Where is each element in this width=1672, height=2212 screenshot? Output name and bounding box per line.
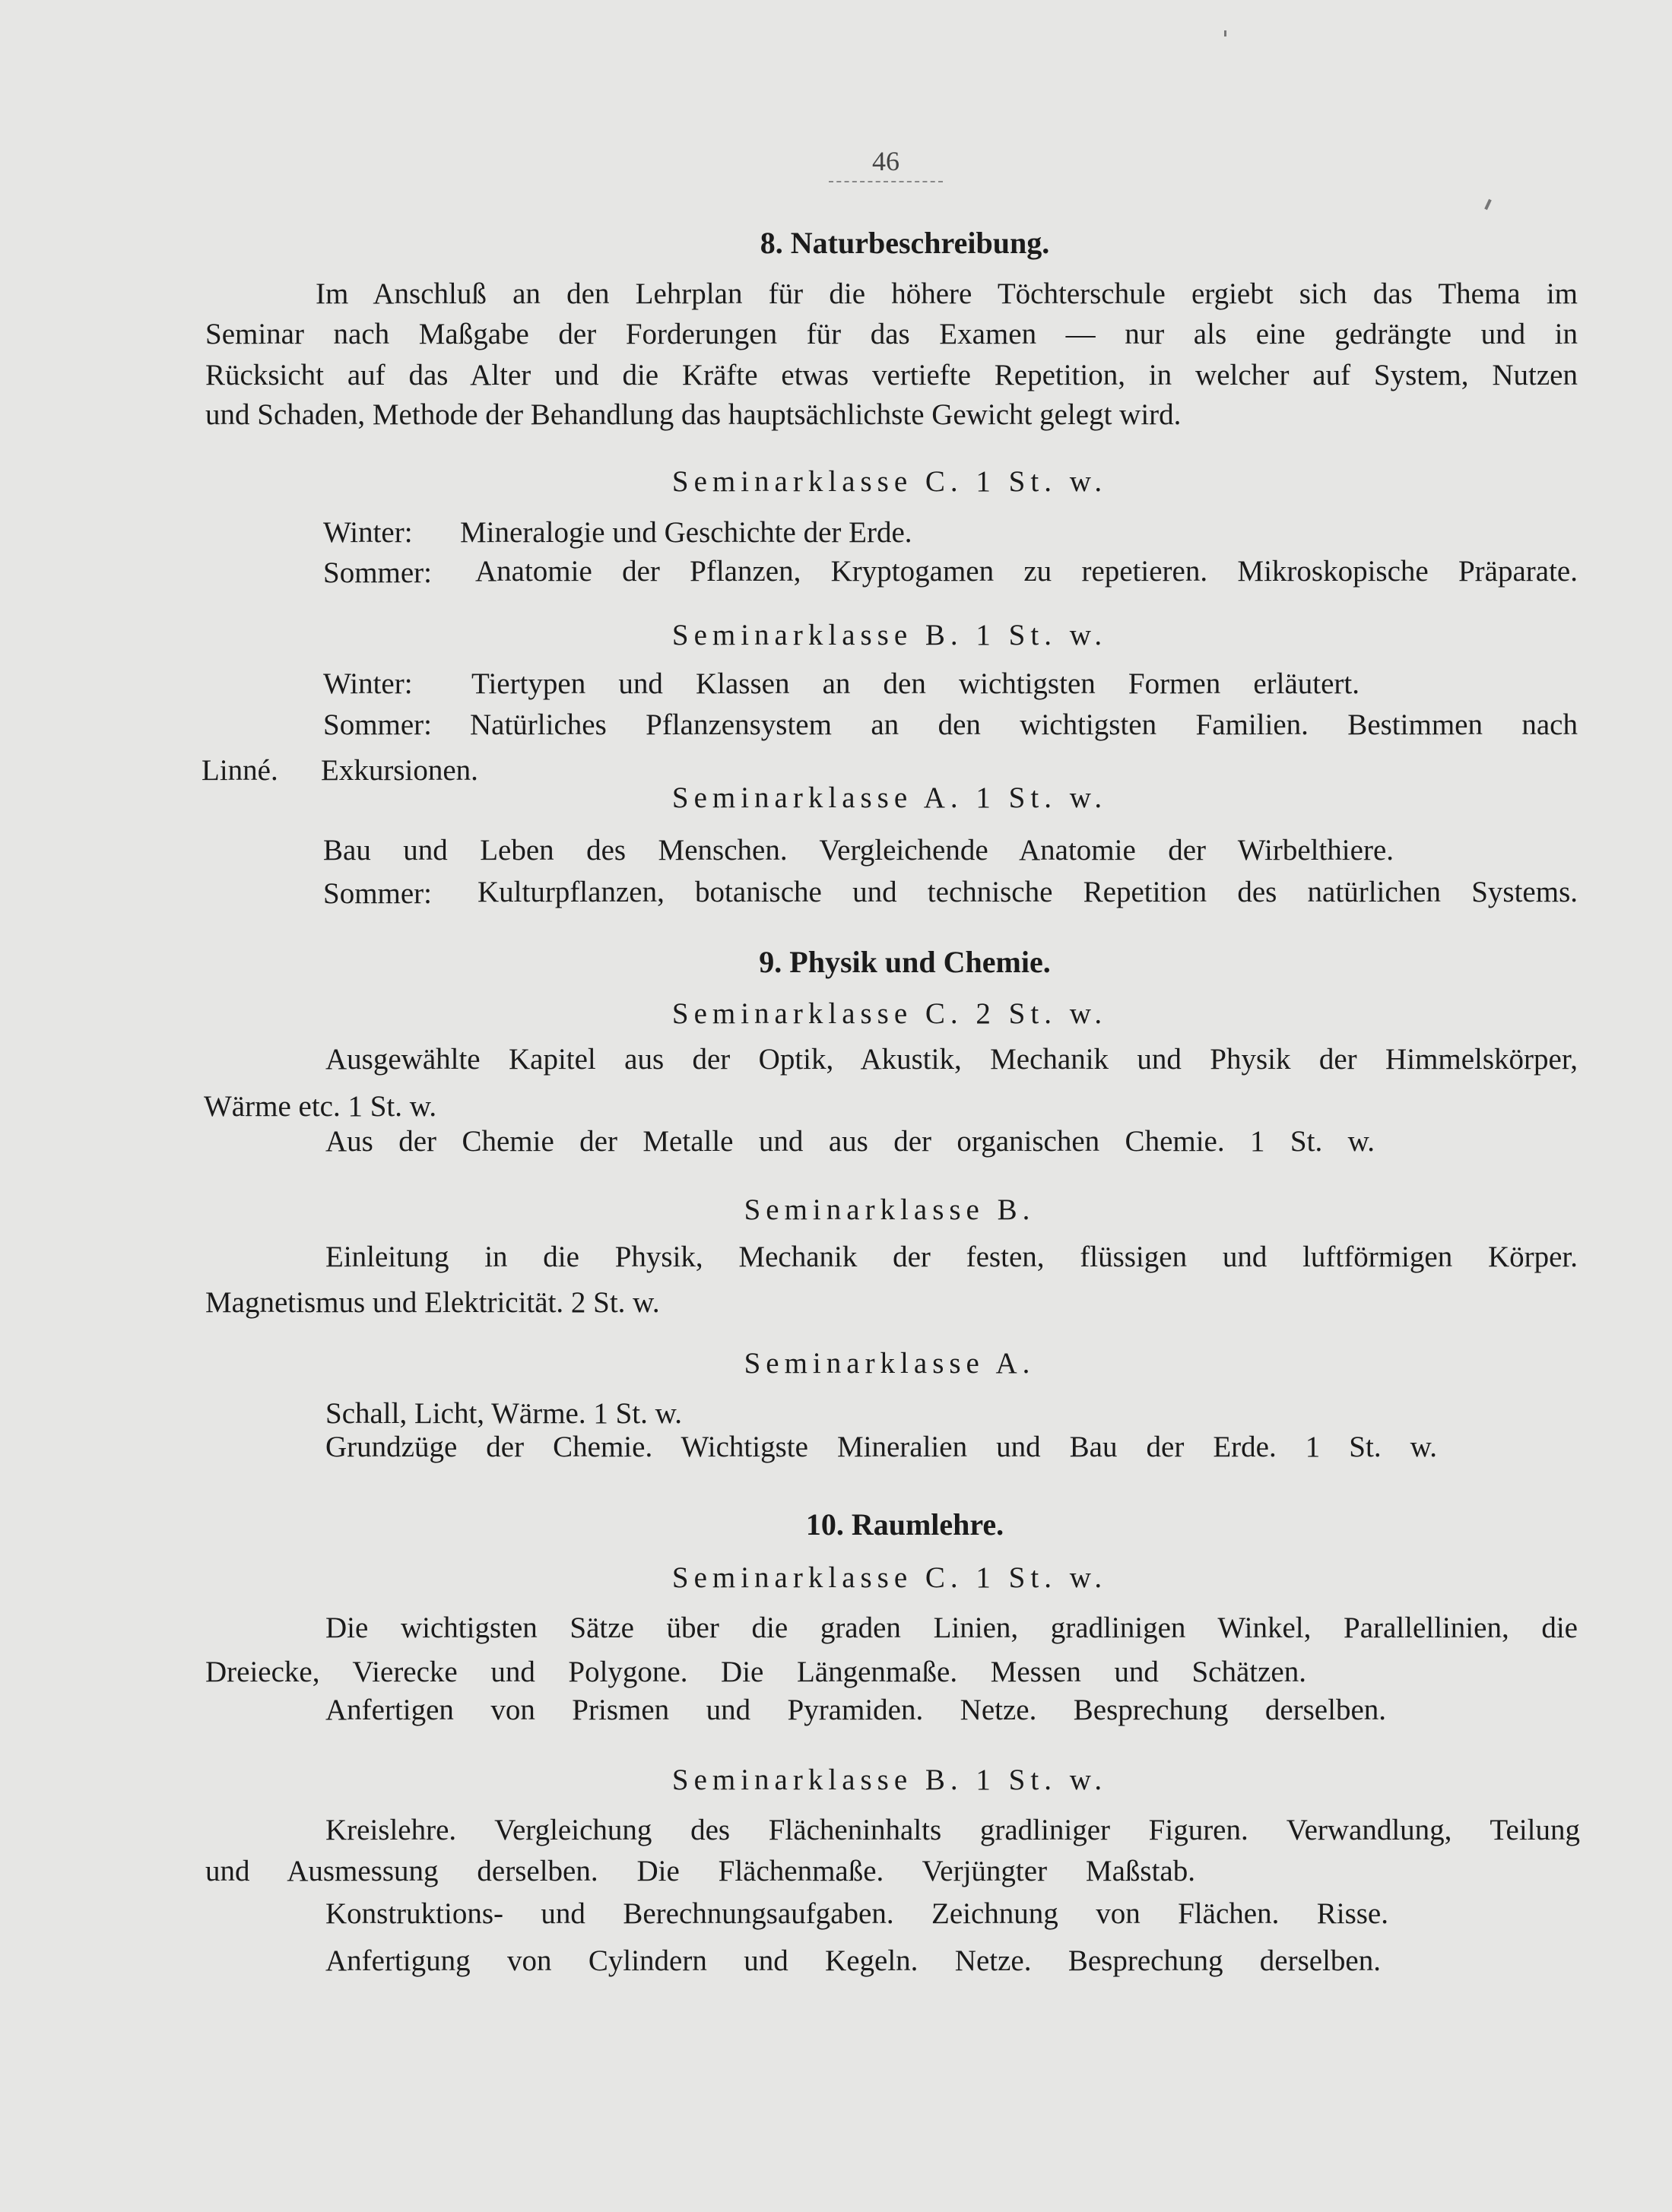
intro-line-3: Rücksicht auf das Alter und die Kräfte etwas vertiefte Repetition, in welcher auf System, Nutzen [205,359,1578,391]
sommer-text: Natürliches Pflanzensystem an den wichtigsten Familien. Bestimmen nach [470,708,1578,741]
exkursionen-text: Exkursionen. [321,754,478,787]
winter-text: Tiertypen und Klassen an den wichtigsten Formen erläutert. [471,667,1359,700]
physik-c-line-2: Wärme etc. 1 St. w. [204,1090,437,1123]
raumlehre-c-line-1: Die wichtigsten Sätze über die graden Linien, gradlinigen Winkel, Parallellinien, die [325,1611,1578,1644]
physik-a-line-2: Grundzüge der Chemie. Wichtigste Mineralien und Bau der Erde. 1 St. w. [325,1431,1437,1463]
physik-c-line-3: Aus der Chemie der Metalle und aus der organischen Chemie. 1 St. w. [325,1125,1375,1158]
section-title-physik-chemie: 9. Physik und Chemie. [759,945,1051,979]
sommer-label: Sommer: [323,708,432,741]
seminarklasse-b-heading: Seminarklasse B. 1 St. w. [671,1764,1108,1796]
physik-b-line-1: Einleitung in die Physik, Mechanik der festen, flüssigen und luftförmigen Körper. [325,1241,1578,1273]
intro-line-2: Seminar nach Maßgabe der Forderungen für das Examen — nur als eine gedrängte und in [205,318,1578,350]
raumlehre-c-line-3: Anfertigen von Prismen und Pyramiden. Netze. Besprechung derselben. [325,1694,1386,1726]
raumlehre-b-line-1: Kreislehre. Vergleichung des Flächeninhalts gradliniger Figuren. Verwandlung, Teilung [325,1814,1580,1846]
seminarklasse-c-heading: Seminarklasse C. 1 St. w. [671,1561,1108,1594]
physik-b-line-2: Magnetismus und Elektricität. 2 St. w. [205,1286,660,1319]
linne-text: Linné. [201,754,278,787]
scan-speck [1224,30,1226,36]
raumlehre-b-line-3: Konstruktions- und Berechnungsaufgaben. Zeichnung von Flächen. Risse. [325,1897,1388,1930]
physik-a-line-1: Schall, Licht, Wärme. 1 St. w. [325,1397,682,1430]
winter-label: Winter: [323,667,413,700]
physik-c-line-1: Ausgewählte Kapitel aus der Optik, Akustik, Mechanik und Physik der Himmelskörper, [325,1043,1578,1076]
page-number: 46 [872,146,899,176]
seminarklasse-a-heading: Seminarklasse A. [744,1347,1036,1380]
sommer-label: Sommer: [323,877,432,910]
scan-speck [1484,199,1492,210]
sommer-text: Anatomie der Pflanzen, Kryptogamen zu repetieren. Mikroskopische Präparate. [475,555,1578,588]
seminarklasse-a-heading: Seminarklasse A. 1 St. w. [671,781,1108,814]
winter-text: Mineralogie und Geschichte der Erde. [460,516,912,549]
section-title-raumlehre: 10. Raumlehre. [805,1507,1004,1542]
seminarklasse-b-heading: Seminarklasse B. 1 St. w. [671,619,1108,651]
seminarklasse-c-heading: Seminarklasse C. 2 St. w. [671,997,1108,1030]
raumlehre-b-line-2: und Ausmessung derselben. Die Flächenmaße. Verjüngter Maßstab. [205,1855,1195,1887]
sommer-text: Kulturpflanzen, botanische und technische Repetition des natürlichen Systems. [477,876,1578,908]
seminarklasse-c-heading: Seminarklasse C. 1 St. w. [671,465,1108,498]
intro-line-4: und Schaden, Methode der Behandlung das hauptsächlichste Gewicht gelegt wird. [205,398,1182,431]
page-number-rule [829,181,943,182]
raumlehre-b-line-4: Anfertigung von Cylindern und Kegeln. Netze. Besprechung derselben. [325,1944,1381,1977]
klasse-a-line-1: Bau und Leben des Menschen. Vergleichende Anatomie der Wirbelthiere. [323,834,1394,867]
seminarklasse-b-heading: Seminarklasse B. [744,1193,1036,1226]
raumlehre-c-line-2: Dreiecke, Vierecke und Polygone. Die Längenmaße. Messen und Schätzen. [205,1656,1306,1688]
intro-line-1: Im Anschluß an den Lehrplan für die höhere Töchterschule ergiebt sich das Thema im [316,277,1578,310]
section-title-naturbeschreibung: 8. Naturbeschreibung. [760,226,1050,260]
sommer-label: Sommer: [323,556,432,589]
winter-label: Winter: [323,516,413,549]
